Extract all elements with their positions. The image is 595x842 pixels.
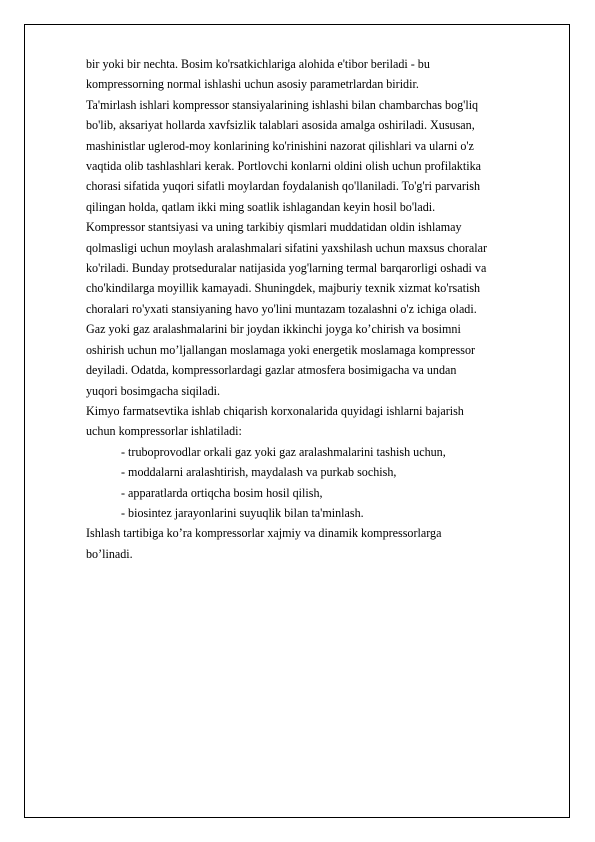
text-line: oshirish uchun mo’ljallangan moslamaga yoki energetik moslamaga kompressor <box>86 342 476 357</box>
text-line: Ta'mirlash ishlari kompressor stansiyalarining ishlashi bilan chambarchas bog'liq <box>86 97 479 112</box>
paragraph-usage-intro <box>86 401 556 442</box>
paragraph-pressure <box>86 54 556 95</box>
text-line: ko'riladi. Bunday protseduralar natijasida yog'larning termal barqarorligi oshadi va <box>86 261 487 276</box>
paragraph-definition <box>86 319 556 401</box>
text-line: deyiladi. Odatda, kompressorlardagi gazlar atmosfera bosimigacha va undan <box>86 363 457 378</box>
text-line: qilingan holda, qatlam ikki ming soatlik ishlagandan keyin hosil bo'ladi. <box>86 199 436 214</box>
text-line: qolmasligi uchun moylash aralashmalari sifatini yaxshilash uchun maxsus choralar <box>86 240 488 255</box>
text-line: Kompressor stantsiyasi va uning tarkibiy qismlari muddatidan oldin ishlamay <box>86 220 462 235</box>
text-line: bir yoki bir nechta. Bosim ko'rsatkichlariga alohida e'tibor beriladi - bu <box>86 57 430 71</box>
paragraph-repair <box>86 95 556 217</box>
text-line: choralari ro'yxati stansiyaning havo yo'lini muntazam tozalashni o'z ichiga oladi. <box>86 301 477 316</box>
list-item: - truboprovodlar orkali gaz yoki gaz aralashmalarini tashish uchun, <box>121 444 446 459</box>
text-line: cho'kindilarga moyillik kamayadi. Shuningdek, majburiy texnik xizmat ko'rsatish <box>86 281 481 296</box>
text-line: mashinistlar uglerod-moy konlarining ko'rinishini nazorat qilishlari va ularni o'z <box>86 138 474 153</box>
text-line: yuqori bosimgacha siqiladi. <box>86 383 221 398</box>
paragraph-lubrication <box>86 217 556 319</box>
list-item: - moddalarni aralashtirish, maydalash va purkab sochish, <box>121 465 397 480</box>
list-item: - apparatlarda ortiqcha bosim hosil qilish, <box>121 485 323 500</box>
text-line: vaqtida olib tashlashlari kerak. Portlovchi konlarni oldini olish uchun profilaktika <box>86 159 481 174</box>
list-item: - biosintez jarayonlarini suyuqlik bilan ta'minlash. <box>121 505 364 520</box>
text-line: uchun kompressorlar ishlatiladi: <box>86 424 242 439</box>
text-line: chorasi sifatida yuqori sifatli moylardan foydalanish qo'llaniladi. To'g'ri parvarish <box>86 179 481 194</box>
paragraph-classification <box>86 523 556 564</box>
text-line: Kimyo farmatsevtika ishlab chiqarish korxonalarida quyidagi ishlarni bajarish <box>86 403 464 418</box>
document-body <box>86 54 556 564</box>
text-line: Ishlash tartibiga ko’ra kompressorlar xajmiy va dinamik kompressorlarga <box>86 526 442 541</box>
text-line: bo'lib, aksariyat hollarda xavfsizlik talablari asosida amalga oshiriladi. Xususan, <box>86 118 475 133</box>
text-line: kompressorning normal ishlashi uchun asosiy parametrlardan biridir. <box>86 77 419 92</box>
text-line: bo’linadi. <box>86 546 133 561</box>
usage-list <box>86 442 556 524</box>
text-line: Gaz yoki gaz aralashmalarini bir joydan ikkinchi joyga ko’chirish va bosimni <box>86 322 461 337</box>
